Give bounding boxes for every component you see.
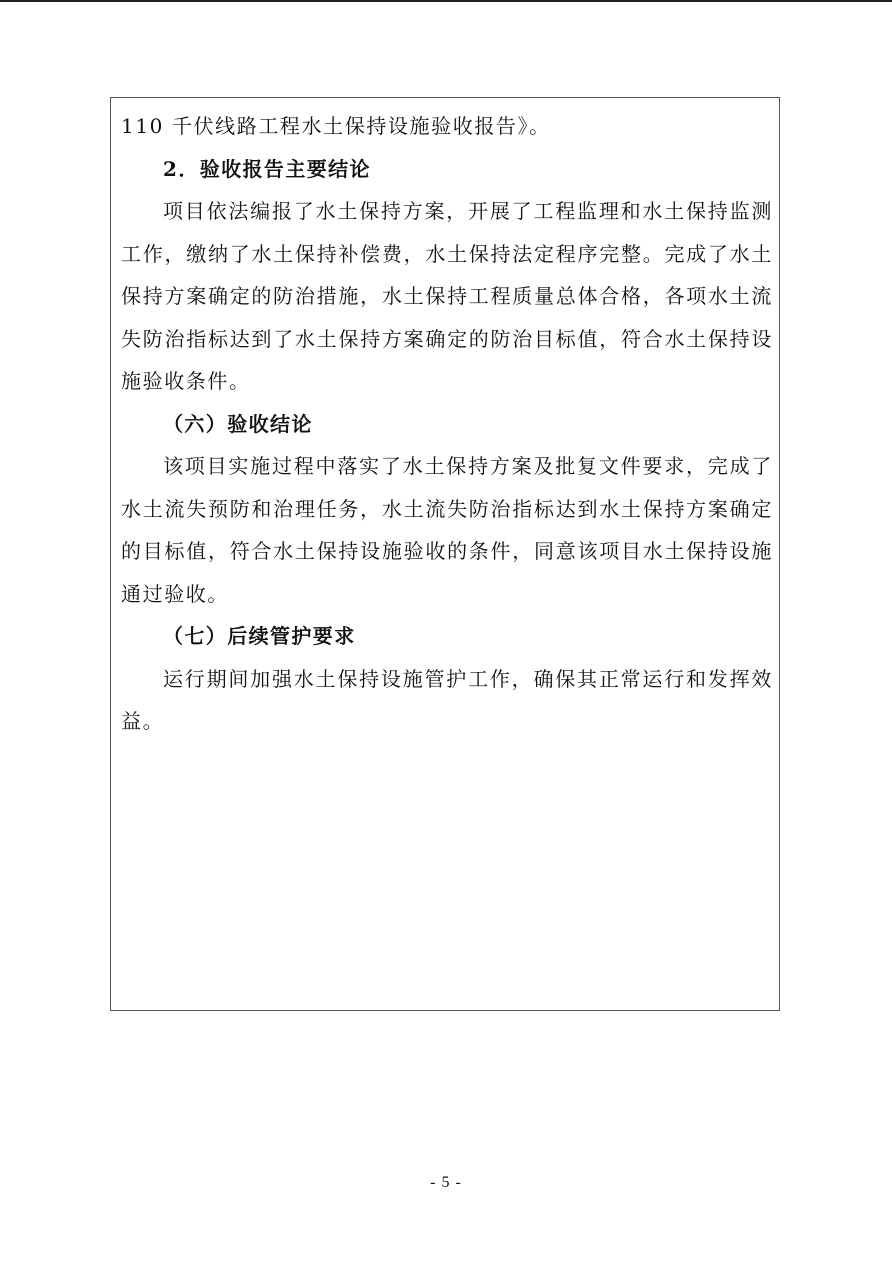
section-body-maintenance-requirements: 运行期间加强水土保持设施管护工作，确保其正常运行和发挥效益。 (121, 666, 773, 733)
section-heading-report-conclusion: 2．验收报告主要结论 (163, 156, 371, 181)
section-body-acceptance-conclusion: 该项目实施过程中落实了水土保持方案及批复文件要求，完成了水土流失预防和治理任务，水土流失防治指标达到水土保持方案确定的目标值，符合水土保持设施验收的条件，同意该项目水土保持设施通过验收。 (121, 454, 773, 606)
page-number: - 5 - (430, 1174, 462, 1191)
document-body (121, 105, 773, 743)
top-border-line (0, 0, 892, 2)
content-frame (110, 97, 780, 1011)
continuation-text: 110 千伏线路工程水土保持设施验收报告》。 (121, 114, 551, 138)
section-body-report-conclusion: 项目依法编报了水土保持方案，开展了工程监理和水土保持监测工作，缴纳了水土保持补偿费，水土保持法定程序完整。完成了水土保持方案确定的防治措施，水土保持工程质量总体合格，各项水土流失防治指标达到了水土保持方案确定的防治目标值，符合水土保持设施验收条件。 (121, 199, 773, 393)
section-heading-acceptance-conclusion: （六）验收结论 (163, 411, 313, 436)
section-heading-maintenance-requirements: （七）后续管护要求 (163, 624, 356, 648)
